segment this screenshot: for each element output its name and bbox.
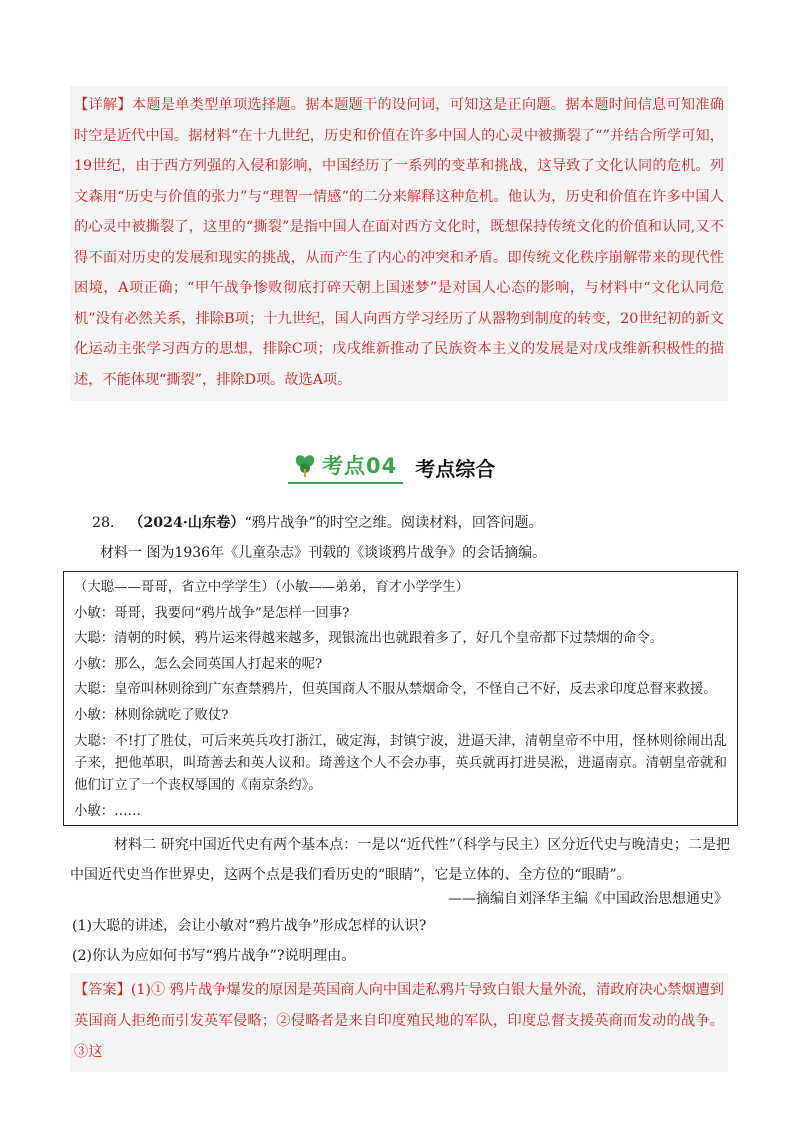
material2-text: 材料二 研究中国近代史有两个基本点：一是以“近代性”（科学与民主）区分近代史与晚清史；二是把中国近代史当作世界史，这两个点是我们看历史的“眼睛”，它是立体的、全方位的“眼睛”。 [70,837,730,883]
question-source: （2024·山东卷） [136,515,245,531]
section-heading [288,447,495,487]
explanation-text [74,90,724,395]
subquestion-2: (2)你认为应如何书写“鸦片战争”?说明理由。 [72,948,356,964]
explanation-body: 本题是单类型单项选择题。据本题题干的设问词，可知这是正向题。据本题时间信息可知准确时空是近代中国。据材料“在十九世纪，历史和价值在许多中国人的心灵中被撕裂了“”并结合所学可知，19世纪，由于西方列强的入侵和影响，中国经历了一系列的变革和挑战，这导致了文化认同的危机。列文森用“历史与价值的张力”与“理智一情感”的二分来解释这种危机。他认为，历史和价值在许多中国人的心灵中被撕裂了，这里的“撕裂”是指中国人在面对西方文化时，既想保持传统文化的价值和认同,又不得不面对历史的发展和现实的挑战，从而产生了内心的冲突和矛盾。即传统文化秩序崩解带来的现代性困境，A项正确；“甲午战争惨败彻底打碎天朝上国迷梦”是对国人心态的影响，与材料中“文化认同危机”没有必然关系，排除B项；十九世纪，国人向西方学习经历了从器物到制度的转变，20世纪初的新文化运动主张学习西方的思想，排除C项；戊戌维新推动了民族资本主义的发展是对戊戌维新积极性的描述，不能体现“撕裂”，排除D项。故选A项。 [74,97,724,388]
explanation-tag: 【详解】 [74,97,132,113]
dialogue-line: 小敏：那么，怎么会同英国人打起来的呢? [74,656,323,672]
subquestion-1: (1)大聪的讲述，会让小敏对“鸦片战争”形成怎样的认识? [72,918,427,934]
material1-intro: 材料一 图为1936年《儿童杂志》刊载的《谈谈鸦片战争》的会话摘编。 [100,545,547,561]
question-number: 28． [92,515,125,531]
question-stem [92,510,732,536]
dialogue-line: 大聪：清朝的时候，鸦片运来得越来越多，现银流出也就跟着多了，好几个皇帝都下过禁烟的命令。 [74,631,664,646]
answer-tag: 【答案】 [74,982,131,998]
section-badge [288,450,403,484]
dialogue-line: （大聪——哥哥，省立中学学生）（小敏——弟弟，育才小学学生） [74,580,470,595]
dialogue-line: 小敏：…… [74,803,141,819]
dialogue-box [63,571,738,826]
question-text: “鸦片战争”的时空之维。阅读材料，回答问题。 [244,515,543,531]
section-title: 考点综合 [415,456,496,481]
explanation-block [70,86,728,401]
material2-citation: ——摘编自刘泽华主编《中国政治思想通史》 [448,891,728,907]
clover-icon [292,452,318,478]
answer-text [74,975,724,1068]
section-badge-label: 考点04 [322,454,398,478]
answer-block [70,973,728,1072]
dialogue-line: 大聪：皇帝叫林则徐到广东查禁鸦片，但英国商人不服从禁烟命令，不怪自己不好，反去求印度总督来救援。 [74,682,717,697]
dialogue-line: 小敏：林则徐就吃了败仗? [74,708,229,723]
answer-body: (1)① 鸦片战争爆发的原因是英国商人向中国走私鸦片导致白银大量外流，清政府决心禁烟遭到英国商人拒绝而引发英军侵略；②侵略者是来自印度殖民地的军队，印度总督支援英商而发动的战争。③这 [74,982,724,1060]
dialogue-line: 小敏：哥哥，我要问“鸦片战争”是怎样一回事? [74,605,350,621]
dialogue-line: 大聪：不!打了胜仗，可后来英兵攻打浙江，破定海，封镇宁波，进逼天津，清朝皇帝不中用，怪林则徐闹出乱子来，把他革职，叫琦善去和英人议和。琦善这个人不会办事，英兵就再打进吴淞，进逼南京。清朝皇帝就和他们订立了一个丧权辱国的《南京条约》。 [74,733,727,793]
